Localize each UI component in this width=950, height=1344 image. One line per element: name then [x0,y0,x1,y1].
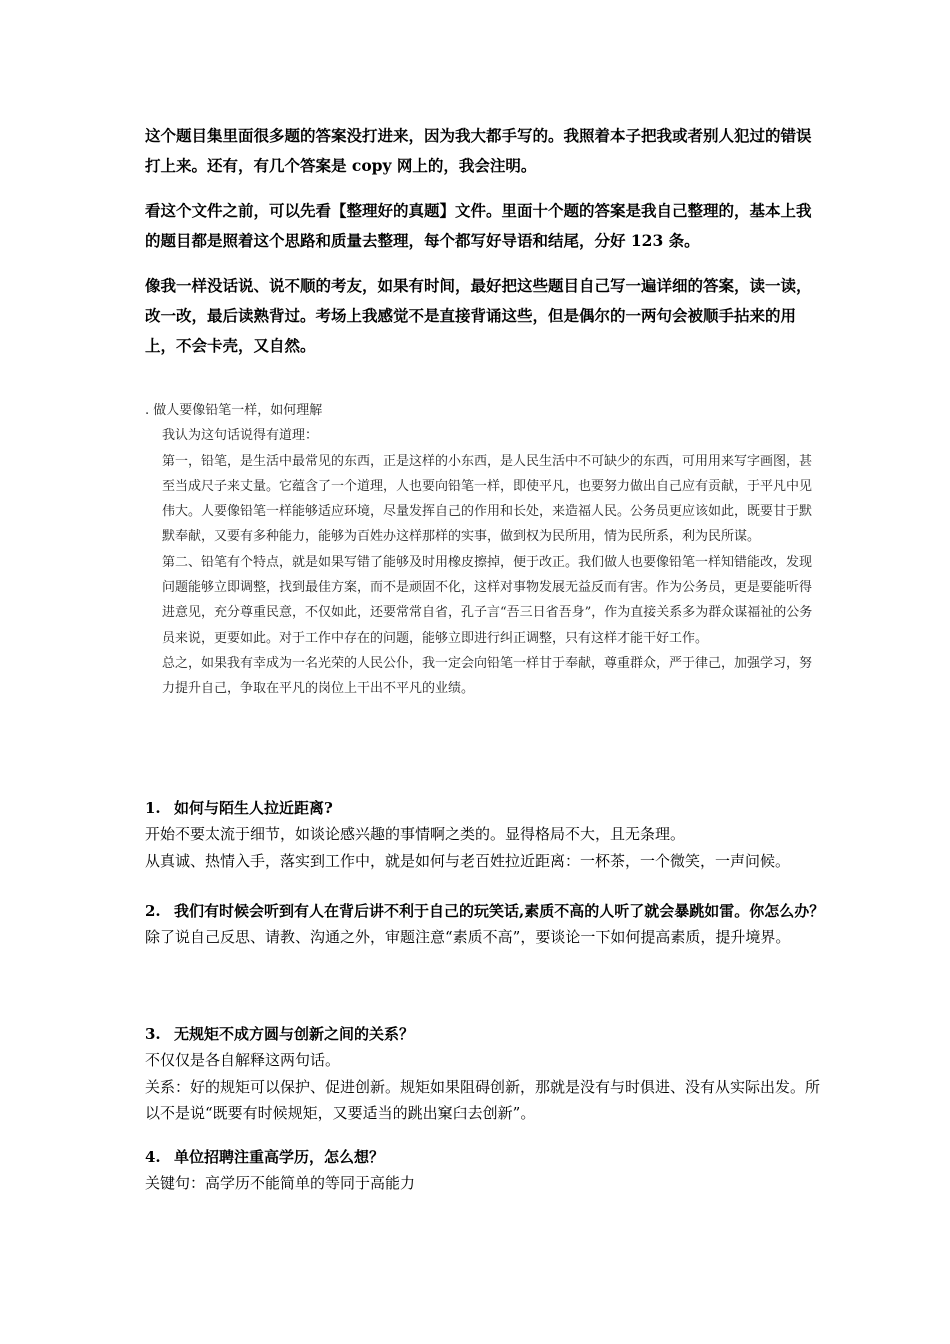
question-number: 4. [145,1148,161,1166]
question-number: 1. [145,799,161,817]
question-number: 3. [145,1025,161,1043]
essay-paragraph: 第二、铅笔有个特点，就是如果写错了能够及时用橡皮擦掉，便于改正。我们做人也要像铅笔一样知错能改，发现问题能够立即调整，找到最佳方案，而不是顽固不化，这样对事物发展无益反而有害。作为公务员，更是要能听得进意见，充分尊重民意，不仅如此，还要常常自省，孔子言“吾三日省吾身”，作为直接关系多为群众谋福祉的公务员来说，更要如此。对于工作中存在的问题，能够立即进行纠正调整，只有这样才能干好工作。 [162,554,813,646]
question-text: 我们有时候会听到有人在背后讲不利于自己的玩笑话,素质不高的人听了就会暴跳如雷。你怎么办？ [174,902,825,920]
question-text: 如何与陌生人拉近距离? [174,799,333,817]
answer-line: 不仅仅是各自解释这两句话。 [145,1051,341,1070]
intro-paragraph-1 [145,121,815,181]
question-heading [145,1144,825,1170]
question-text: 无规矩不成方圆与创新之间的关系？ [174,1025,415,1043]
question-text: 单位招聘注重高学历，怎么想？ [174,1148,385,1166]
question-block-4 [145,1144,825,1197]
essay-paragraph: 我认为这句话说得有道理： [162,428,319,444]
intro-paragraph-2 [145,196,815,256]
answer-line: 除了说自己反思、请教、沟通之外，审题注意“素质不高”，要谈论一下如何提高素质，提升境界。 [145,928,791,947]
essay-paragraph: 总之，如果我有幸成为一名光荣的人民公仆，我一定会向铅笔一样甘于奉献，尊重群众，严于律己，加强学习，努力提升自己，争取在平凡的岗位上干出不平凡的业绩。 [162,655,813,697]
essay-paragraph: 第一，铅笔，是生活中最常见的东西，正是这样的小东西，是人民生活中不可缺少的东西，可用用来写字画图，甚至当成尺子来丈量。它蕴含了一个道理，人也要向铅笔一样，即使平凡，也要努力做出自己应有贡献，于平凡中见伟大。人要像铅笔一样能够适应环境，尽量发挥自己的作用和长处，来造福人民。公务员更应该如此，既要甘于默默奉献，又要有多种能力，能够为百姓办这样那样的实事，做到权为民所用，情为民所系，利为民所谋。 [162,453,813,545]
pencil-essay [145,398,815,702]
answer-line: 从真诚、热情入手，落实到工作中，就是如何与老百姓拉近距离：一杯茶，一个微笑，一声问候。 [145,851,791,870]
question-heading [145,795,825,821]
essay-title: . 做人要像铅笔一样，如何理解 [145,403,323,418]
question-number: 2. [145,902,161,920]
answer-line: 开始不要太流于细节，如谈论感兴趣的事情啊之类的。显得格局不大，且无条理。 [145,825,686,844]
question-block-2 [145,898,825,951]
question-block-3 [145,1021,825,1126]
question-block-1 [145,795,825,874]
answer-line: 关键句：高学历不能简单的等同于高能力 [145,1174,416,1193]
question-heading [145,898,825,924]
answer-line: 关系：好的规矩可以保护、促进创新。规矩如果阻碍创新，那就是没有与时俱进、没有从实际出发。所以不是说“既要有时候规矩，又要适当的跳出窠臼去创新”。 [145,1077,821,1122]
intro-paragraph-3 [145,271,815,361]
intro-text-1: 这个题目集里面很多题的答案没打进来，因为我大都手写的。我照着本子把我或者别人犯过的错误打上来。还有，有几个答案是 copy 网上的，我会注明。 [145,126,812,175]
intro-text-2: 看这个文件之前，可以先看【整理好的真题】文件。里面十个题的答案是我自己整理的，基本上我的题目都是照着这个思路和质量去整理，每个都写好导语和结尾，分好 123 条。 [145,201,812,250]
question-heading [145,1021,825,1047]
intro-text-3: 像我一样没话说、说不顺的考友，如果有时间，最好把这些题目自己写一遍详细的答案，读一读，改一改，最后读熟背过。考场上我感觉不是直接背诵这些，但是偶尔的一两句会被顺手拈来的用上，不会卡壳，又自然。 [145,276,812,355]
